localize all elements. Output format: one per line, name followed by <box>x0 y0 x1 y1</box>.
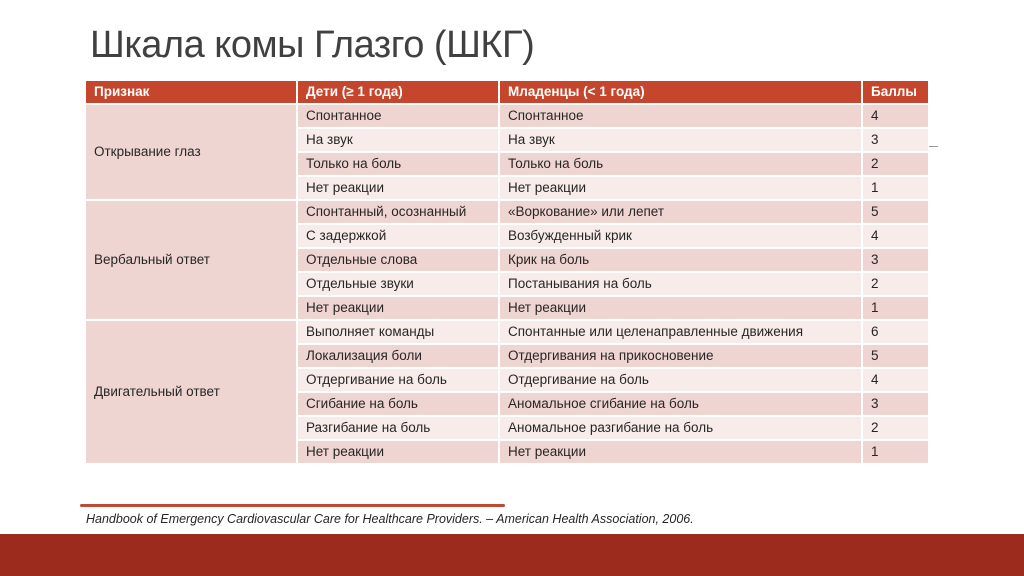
table-header-row <box>85 80 929 104</box>
infant-response: Отдергивания на прикосновение <box>499 344 862 368</box>
score: 1 <box>862 440 929 464</box>
infant-response: Аномальное разгибание на боль <box>499 416 862 440</box>
infant-response: Постанывания на боль <box>499 272 862 296</box>
infant-response: Нет реакции <box>499 440 862 464</box>
score: 6 <box>862 320 929 344</box>
sign-eye-opening: Открывание глаз <box>85 104 297 200</box>
child-response: Нет реакции <box>297 296 499 320</box>
infant-response: Нет реакции <box>499 296 862 320</box>
sign-motor-response: Двигательный ответ <box>85 320 297 464</box>
infant-response: «Воркование» или лепет <box>499 200 862 224</box>
infant-response: Спонтанное <box>499 104 862 128</box>
child-response: Выполняет команды <box>297 320 499 344</box>
header-sign: Признак <box>85 80 297 104</box>
infant-response: На звук <box>499 128 862 152</box>
child-response: Сгибание на боль <box>297 392 499 416</box>
child-response: Отдельные звуки <box>297 272 499 296</box>
child-response: Отдельные слова <box>297 248 499 272</box>
score: 2 <box>862 152 929 176</box>
child-response: Разгибание на боль <box>297 416 499 440</box>
score: 1 <box>862 296 929 320</box>
infant-response: Только на боль <box>499 152 862 176</box>
source-divider <box>80 504 505 507</box>
score: 4 <box>862 224 929 248</box>
score: 2 <box>862 272 929 296</box>
child-response: Нет реакции <box>297 440 499 464</box>
child-response: Только на боль <box>297 152 499 176</box>
header-score: Баллы <box>862 80 929 104</box>
header-children: Дети (≥ 1 года) <box>297 80 499 104</box>
score: 3 <box>862 392 929 416</box>
sign-verbal-response: Вербальный ответ <box>85 200 297 320</box>
score: 1 <box>862 176 929 200</box>
slide-title: Шкала комы Глазго (ШКГ) <box>90 24 535 66</box>
score: 4 <box>862 104 929 128</box>
child-response: Отдергивание на боль <box>297 368 499 392</box>
child-response: Локализация боли <box>297 344 499 368</box>
table-row <box>85 200 929 224</box>
score: 4 <box>862 368 929 392</box>
infant-response: Нет реакции <box>499 176 862 200</box>
decorative-tick <box>929 146 938 147</box>
infant-response: Отдергивание на боль <box>499 368 862 392</box>
child-response: На звук <box>297 128 499 152</box>
infant-response: Аномальное сгибание на боль <box>499 392 862 416</box>
score: 3 <box>862 248 929 272</box>
child-response: Нет реакции <box>297 176 499 200</box>
header-infants: Младенцы (< 1 года) <box>499 80 862 104</box>
source-citation: Handbook of Emergency Cardiovascular Care for Healthcare Providers. – American Health Association, 2006. <box>86 512 694 526</box>
infant-response: Возбужденный крик <box>499 224 862 248</box>
infant-response: Крик на боль <box>499 248 862 272</box>
score: 2 <box>862 416 929 440</box>
footer-bar <box>0 534 1024 576</box>
score: 5 <box>862 344 929 368</box>
gcs-table <box>84 79 930 465</box>
table-row <box>85 320 929 344</box>
table-row <box>85 104 929 128</box>
infant-response: Спонтанные или целенаправленные движения <box>499 320 862 344</box>
child-response: Спонтанное <box>297 104 499 128</box>
score: 3 <box>862 128 929 152</box>
score: 5 <box>862 200 929 224</box>
child-response: С задержкой <box>297 224 499 248</box>
child-response: Спонтанный, осознанный <box>297 200 499 224</box>
